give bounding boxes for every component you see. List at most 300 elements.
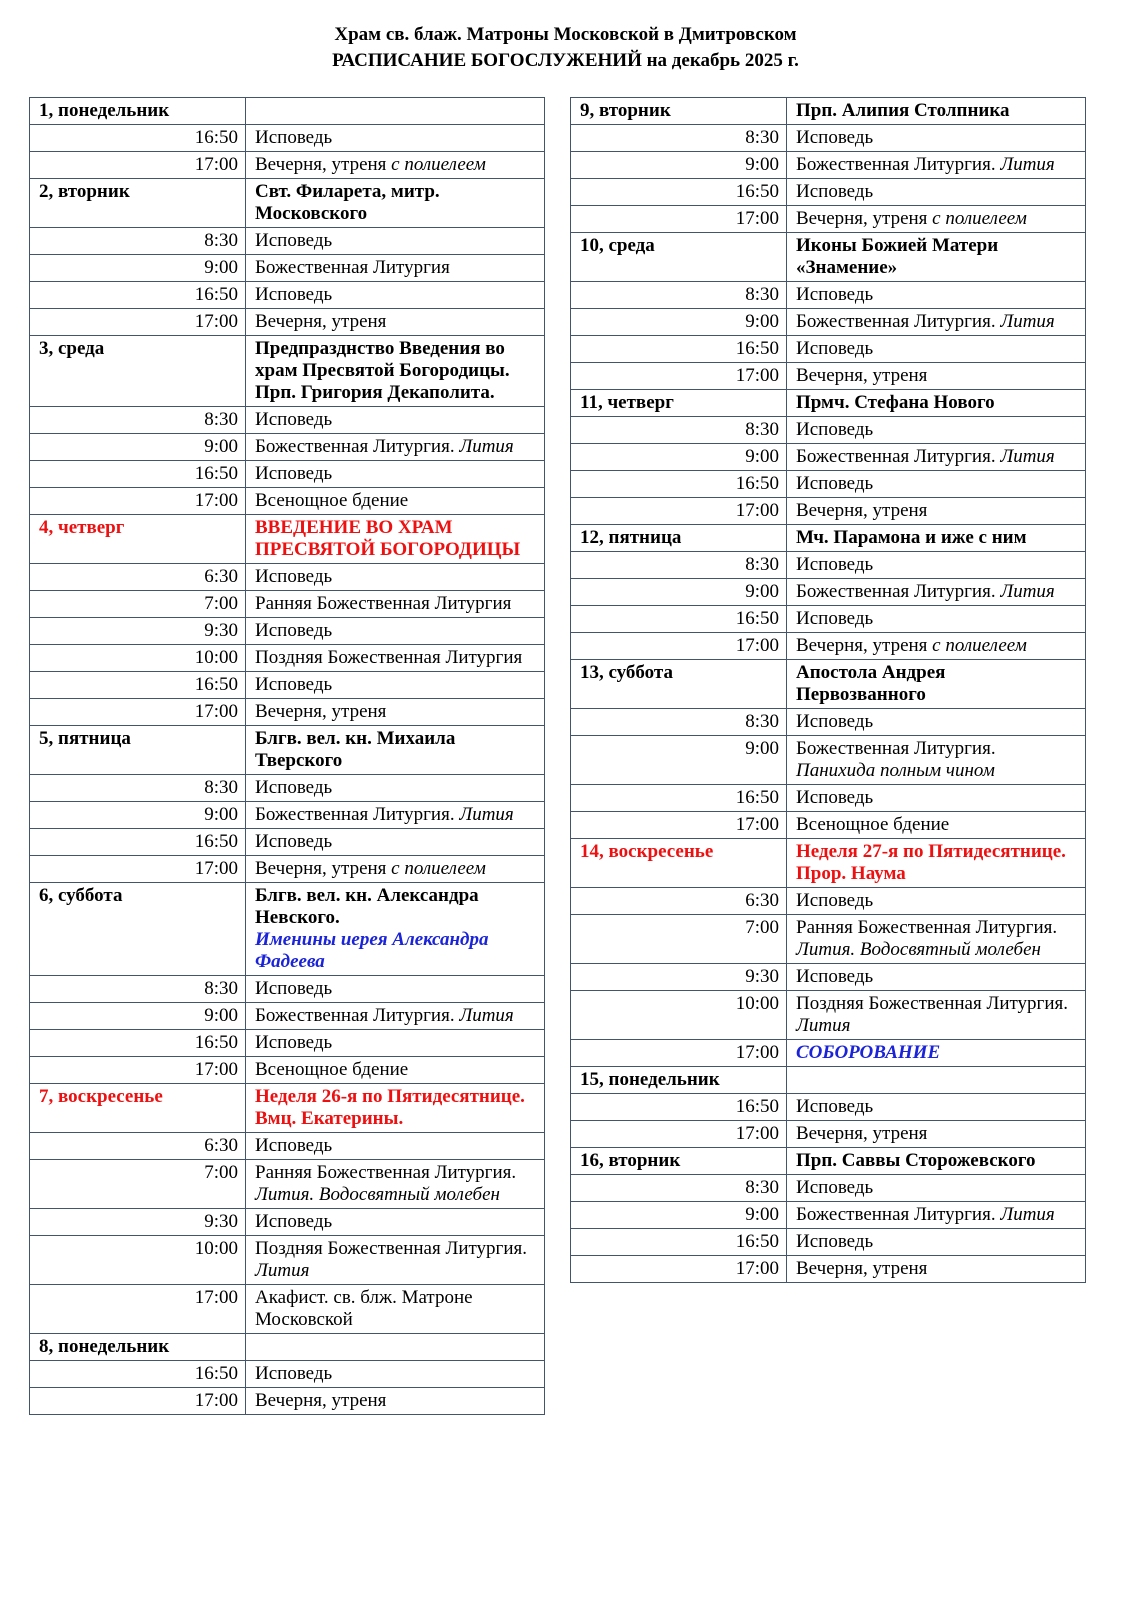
service-row — [30, 802, 545, 829]
service-time: 6:30 — [571, 888, 787, 915]
service-row — [30, 645, 545, 672]
day-commemoration — [246, 179, 545, 228]
service-text: Исповедь — [255, 1211, 333, 1232]
service-text: Исповедь — [796, 284, 874, 305]
service-time: 17:00 — [30, 699, 246, 726]
service-time: 7:00 — [30, 1160, 246, 1209]
service-description — [787, 152, 1086, 179]
service-text: Вечерня, утреня — [796, 208, 933, 229]
day-label: 1, понедельник — [30, 98, 246, 125]
service-text: Божественная Литургия. — [796, 311, 1001, 332]
service-text: Всенощное бдение — [255, 1059, 409, 1080]
day-label: 8, понедельник — [30, 1334, 246, 1361]
service-row — [571, 991, 1086, 1040]
service-text: Исповедь — [255, 620, 333, 641]
day-header-row — [30, 883, 545, 976]
service-time: 9:30 — [571, 964, 787, 991]
service-row — [30, 1057, 545, 1084]
service-row — [30, 125, 545, 152]
service-description — [787, 179, 1086, 206]
service-row — [571, 1229, 1086, 1256]
service-description — [246, 618, 545, 645]
service-time: 10:00 — [30, 645, 246, 672]
commemoration-title: Прп. Алипия Столпника — [796, 100, 1010, 121]
service-text: Исповедь — [796, 1231, 874, 1252]
service-row — [30, 282, 545, 309]
service-row — [571, 363, 1086, 390]
service-time: 17:00 — [30, 309, 246, 336]
service-note: с полиелеем — [932, 208, 1027, 229]
service-text: Исповедь — [255, 284, 333, 305]
service-row — [571, 785, 1086, 812]
service-time: 16:50 — [30, 1361, 246, 1388]
service-text: Божественная Литургия. — [255, 1005, 460, 1026]
service-description — [246, 1003, 545, 1030]
day-header-row — [30, 726, 545, 775]
service-text: Божественная Литургия. — [796, 1204, 1001, 1225]
day-header-row — [571, 98, 1086, 125]
service-text: Исповедь — [255, 978, 333, 999]
day-commemoration — [787, 233, 1086, 282]
day-label: 6, суббота — [30, 883, 246, 976]
day-label: 16, вторник — [571, 1148, 787, 1175]
service-description — [246, 699, 545, 726]
service-row — [30, 407, 545, 434]
service-text: Божественная Литургия. — [796, 581, 1001, 602]
service-time: 9:00 — [30, 434, 246, 461]
service-row — [30, 1209, 545, 1236]
service-row — [30, 976, 545, 1003]
service-description — [246, 564, 545, 591]
service-note: с полиелеем — [391, 858, 486, 879]
service-description — [246, 1133, 545, 1160]
schedule-column-left — [29, 97, 545, 1415]
day-header-row — [571, 1067, 1086, 1094]
service-time: 9:00 — [30, 1003, 246, 1030]
service-note: Панихида полным чином — [796, 760, 995, 781]
service-text: Божественная Литургия. — [796, 446, 1001, 467]
service-time: 8:30 — [571, 282, 787, 309]
service-time: 8:30 — [571, 552, 787, 579]
day-label: 7, воскресенье — [30, 1084, 246, 1133]
commemoration-title: Блгв. вел. кн. Александра Невского. — [255, 885, 479, 928]
schedule-column-right — [570, 97, 1086, 1283]
service-row — [571, 282, 1086, 309]
service-text: Ранняя Божественная Литургия — [255, 593, 512, 614]
service-description — [787, 1121, 1086, 1148]
service-row — [30, 672, 545, 699]
service-description — [787, 785, 1086, 812]
service-row — [571, 498, 1086, 525]
service-description — [787, 991, 1086, 1040]
service-row — [30, 618, 545, 645]
service-time: 10:00 — [30, 1236, 246, 1285]
day-header-row — [30, 515, 545, 564]
service-description — [246, 434, 545, 461]
service-text: Вечерня, утреня — [255, 1390, 387, 1411]
commemoration-title: Свт. Филарета, митр. Московского — [255, 181, 440, 224]
commemoration-title: Апостола Андрея Первозванного — [796, 662, 946, 705]
service-description — [246, 802, 545, 829]
service-description — [787, 363, 1086, 390]
commemoration-title: Прмч. Стефана Нового — [796, 392, 995, 413]
day-label: 11, четверг — [571, 390, 787, 417]
day-label: 14, воскресенье — [571, 839, 787, 888]
service-description — [246, 775, 545, 802]
service-text: Вечерня, утреня — [796, 1123, 928, 1144]
commemoration-title: Иконы Божией Матери «Знамение» — [796, 235, 999, 278]
day-commemoration — [787, 839, 1086, 888]
service-time: 7:00 — [30, 591, 246, 618]
service-description — [246, 1030, 545, 1057]
service-row — [571, 633, 1086, 660]
service-description — [246, 461, 545, 488]
service-row — [571, 552, 1086, 579]
day-commemoration — [246, 883, 545, 976]
service-time: 8:30 — [571, 125, 787, 152]
service-description — [787, 1202, 1086, 1229]
service-time: 17:00 — [571, 1040, 787, 1067]
commemoration-title: Прп. Саввы Сторожевского — [796, 1150, 1036, 1171]
service-description — [787, 417, 1086, 444]
service-text: Исповедь — [255, 1032, 333, 1053]
day-header-row — [571, 525, 1086, 552]
service-note: Лития — [459, 436, 514, 457]
service-time: 9:30 — [30, 1209, 246, 1236]
service-row — [571, 579, 1086, 606]
service-text: Исповедь — [255, 230, 333, 251]
service-note: Лития — [1000, 446, 1055, 467]
service-row — [571, 417, 1086, 444]
service-row — [30, 1361, 545, 1388]
service-text: Всенощное бдение — [796, 814, 950, 835]
service-time: 17:00 — [571, 633, 787, 660]
service-text: Исповедь — [255, 1135, 333, 1156]
service-row — [571, 309, 1086, 336]
service-time: 16:50 — [571, 471, 787, 498]
day-commemoration — [787, 390, 1086, 417]
service-text: Всенощное бдение — [255, 490, 409, 511]
service-description — [787, 915, 1086, 964]
service-row — [571, 444, 1086, 471]
day-commemoration — [246, 336, 545, 407]
service-text: Исповедь — [255, 831, 333, 852]
day-header-row — [571, 839, 1086, 888]
service-description — [787, 552, 1086, 579]
service-time: 16:50 — [571, 179, 787, 206]
service-description — [787, 736, 1086, 785]
service-note: Лития — [1000, 154, 1055, 175]
service-description — [787, 336, 1086, 363]
service-description — [787, 498, 1086, 525]
service-text: Исповедь — [796, 966, 874, 987]
service-time: 16:50 — [571, 1094, 787, 1121]
service-time: 7:00 — [571, 915, 787, 964]
service-description — [246, 309, 545, 336]
service-row — [30, 775, 545, 802]
service-time: 6:30 — [30, 564, 246, 591]
day-commemoration — [246, 726, 545, 775]
service-text: Исповедь — [796, 1177, 874, 1198]
day-commemoration — [787, 660, 1086, 709]
commemoration-title: Неделя 26-я по Пятидесятнице. Вмц. Екатерины. — [255, 1086, 525, 1129]
service-time: 8:30 — [571, 1175, 787, 1202]
service-text: Вечерня, утреня — [796, 635, 933, 656]
service-description — [787, 964, 1086, 991]
service-text: Исповедь — [796, 554, 874, 575]
service-description — [246, 672, 545, 699]
service-text: Исповедь — [796, 181, 874, 202]
service-row — [30, 1388, 545, 1415]
service-time: 16:50 — [571, 785, 787, 812]
service-row — [571, 206, 1086, 233]
service-time: 17:00 — [30, 1057, 246, 1084]
commemoration-title: Блгв. вел. кн. Михаила Тверского — [255, 728, 456, 771]
service-text: Божественная Литургия. — [796, 154, 1001, 175]
service-row — [571, 606, 1086, 633]
day-commemoration — [787, 1148, 1086, 1175]
service-time: 8:30 — [30, 775, 246, 802]
service-description — [787, 633, 1086, 660]
service-time: 10:00 — [571, 991, 787, 1040]
service-time: 6:30 — [30, 1133, 246, 1160]
service-row — [30, 488, 545, 515]
service-row — [571, 152, 1086, 179]
service-time: 9:00 — [571, 444, 787, 471]
service-text: Божественная Литургия — [255, 257, 450, 278]
service-time: 8:30 — [571, 417, 787, 444]
service-description — [246, 125, 545, 152]
service-time: 8:30 — [30, 228, 246, 255]
service-time: 17:00 — [571, 812, 787, 839]
service-description — [787, 309, 1086, 336]
service-time: 9:30 — [30, 618, 246, 645]
service-row — [30, 1160, 545, 1209]
service-row — [571, 1094, 1086, 1121]
service-row — [30, 1285, 545, 1334]
day-label: 3, среда — [30, 336, 246, 407]
service-row — [30, 434, 545, 461]
service-time: 16:50 — [571, 606, 787, 633]
service-text: Вечерня, утреня — [255, 311, 387, 332]
service-text: Вечерня, утреня — [796, 365, 928, 386]
service-text: Исповедь — [255, 127, 333, 148]
service-description — [787, 579, 1086, 606]
service-time: 16:50 — [30, 1030, 246, 1057]
service-row — [30, 255, 545, 282]
service-description — [246, 1361, 545, 1388]
day-commemoration — [246, 515, 545, 564]
service-row — [571, 1040, 1086, 1067]
day-label: 13, суббота — [571, 660, 787, 709]
service-highlight: СОБОРОВАНИЕ — [796, 1042, 941, 1063]
service-note: Лития — [255, 1260, 310, 1281]
service-description — [787, 444, 1086, 471]
service-time: 16:50 — [30, 829, 246, 856]
service-text: Ранняя Божественная Литургия. — [255, 1162, 517, 1183]
service-row — [571, 736, 1086, 785]
service-text: Исповедь — [255, 566, 333, 587]
day-commemoration — [787, 98, 1086, 125]
service-row — [30, 1030, 545, 1057]
service-text: Исповедь — [796, 890, 874, 911]
service-row — [571, 336, 1086, 363]
service-text: Вечерня, утреня — [796, 500, 928, 521]
service-time: 9:00 — [30, 255, 246, 282]
service-description — [787, 471, 1086, 498]
service-row — [571, 1121, 1086, 1148]
service-text: Исповедь — [255, 409, 333, 430]
service-time: 16:50 — [571, 336, 787, 363]
service-note: с полиелеем — [932, 635, 1027, 656]
service-row — [30, 856, 545, 883]
service-note: Лития. Водосвятный молебен — [255, 1184, 500, 1205]
service-row — [30, 309, 545, 336]
service-description — [246, 1236, 545, 1285]
service-row — [571, 1256, 1086, 1283]
service-time: 16:50 — [30, 672, 246, 699]
service-row — [571, 915, 1086, 964]
service-row — [571, 888, 1086, 915]
service-text: Божественная Литургия. — [255, 436, 460, 457]
service-description — [246, 856, 545, 883]
service-time: 17:00 — [571, 498, 787, 525]
commemoration-title: Неделя 27-я по Пятидесятнице. Прор. Наума — [796, 841, 1066, 884]
commemoration-title: Мч. Парамона и иже с ним — [796, 527, 1027, 548]
day-label: 5, пятница — [30, 726, 246, 775]
service-description — [246, 1209, 545, 1236]
service-text: Поздняя Божественная Литургия. — [796, 993, 1069, 1014]
service-text: Божественная Литургия. — [796, 738, 996, 759]
service-text: Вечерня, утреня — [255, 701, 387, 722]
service-description — [787, 1094, 1086, 1121]
service-text: Божественная Литургия. — [255, 804, 460, 825]
service-row — [30, 461, 545, 488]
service-note: с полиелеем — [391, 154, 486, 175]
service-time: 9:00 — [571, 152, 787, 179]
page-header — [0, 22, 1131, 74]
day-commemoration — [787, 1067, 1086, 1094]
service-text: Исповедь — [796, 419, 874, 440]
service-description — [787, 1229, 1086, 1256]
day-label: 15, понедельник — [571, 1067, 787, 1094]
day-header-row — [30, 179, 545, 228]
service-time: 17:00 — [571, 1121, 787, 1148]
service-time: 9:00 — [30, 802, 246, 829]
service-text: Исповедь — [255, 674, 333, 695]
service-description — [246, 1057, 545, 1084]
day-commemoration — [246, 1334, 545, 1361]
service-description — [246, 282, 545, 309]
service-time: 16:50 — [30, 125, 246, 152]
service-description — [246, 591, 545, 618]
service-text: Исповедь — [796, 787, 874, 808]
day-label: 9, вторник — [571, 98, 787, 125]
service-text: Исповедь — [255, 777, 333, 798]
service-description — [787, 282, 1086, 309]
service-row — [30, 1236, 545, 1285]
service-note: Лития — [459, 804, 514, 825]
service-time: 17:00 — [571, 1256, 787, 1283]
service-text: Исповедь — [796, 127, 874, 148]
service-description — [246, 1160, 545, 1209]
service-description — [787, 606, 1086, 633]
service-note: Лития — [1000, 311, 1055, 332]
service-description — [787, 709, 1086, 736]
service-row — [571, 179, 1086, 206]
service-time: 8:30 — [30, 976, 246, 1003]
schedule-table-left — [29, 97, 545, 1415]
service-description — [787, 888, 1086, 915]
service-row — [571, 812, 1086, 839]
service-text: Исповедь — [796, 608, 874, 629]
day-header-row — [30, 1334, 545, 1361]
service-row — [30, 228, 545, 255]
commemoration-title: ВВЕДЕНИЕ ВО ХРАМ ПРЕСВЯТОЙ БОГОРОДИЦЫ — [255, 517, 521, 560]
service-time: 16:50 — [30, 282, 246, 309]
service-description — [246, 152, 545, 179]
service-row — [30, 1133, 545, 1160]
service-description — [246, 407, 545, 434]
service-note: Лития — [1000, 1204, 1055, 1225]
service-text: Исповедь — [796, 711, 874, 732]
day-header-row — [571, 660, 1086, 709]
day-header-row — [571, 1148, 1086, 1175]
service-text: Вечерня, утреня — [255, 858, 392, 879]
service-time: 8:30 — [30, 407, 246, 434]
service-time: 9:00 — [571, 736, 787, 785]
service-description — [246, 1285, 545, 1334]
service-row — [571, 1202, 1086, 1229]
service-time: 17:00 — [30, 152, 246, 179]
service-text: Исповедь — [796, 1096, 874, 1117]
day-commemoration — [787, 525, 1086, 552]
service-description — [246, 645, 545, 672]
service-description — [246, 976, 545, 1003]
service-text: Акафист. св. блж. Матроне Московской — [255, 1287, 473, 1330]
service-time: 16:50 — [571, 1229, 787, 1256]
service-row — [30, 591, 545, 618]
service-description — [246, 488, 545, 515]
service-text: Исповедь — [255, 1363, 333, 1384]
day-commemoration — [246, 1084, 545, 1133]
nameday-note: Именины иерея Александра Фадеева — [255, 929, 489, 972]
schedule-table-right — [570, 97, 1086, 1283]
service-description — [787, 206, 1086, 233]
service-description — [246, 228, 545, 255]
service-row — [30, 152, 545, 179]
service-time: 17:00 — [571, 206, 787, 233]
service-time: 8:30 — [571, 709, 787, 736]
service-note: Лития — [459, 1005, 514, 1026]
day-label: 2, вторник — [30, 179, 246, 228]
service-note: Лития — [1000, 581, 1055, 602]
day-header-row — [571, 390, 1086, 417]
service-text: Вечерня, утреня — [255, 154, 392, 175]
day-header-row — [30, 336, 545, 407]
service-description — [246, 1388, 545, 1415]
service-row — [571, 471, 1086, 498]
day-label: 12, пятница — [571, 525, 787, 552]
service-row — [571, 709, 1086, 736]
service-time: 17:00 — [571, 363, 787, 390]
service-description — [246, 829, 545, 856]
service-description — [787, 1256, 1086, 1283]
service-description — [787, 125, 1086, 152]
service-description — [787, 1040, 1086, 1067]
schedule-title: РАСПИСАНИЕ БОГОСЛУЖЕНИЙ на декабрь 2025 г. — [332, 50, 799, 71]
day-header-row — [30, 98, 545, 125]
